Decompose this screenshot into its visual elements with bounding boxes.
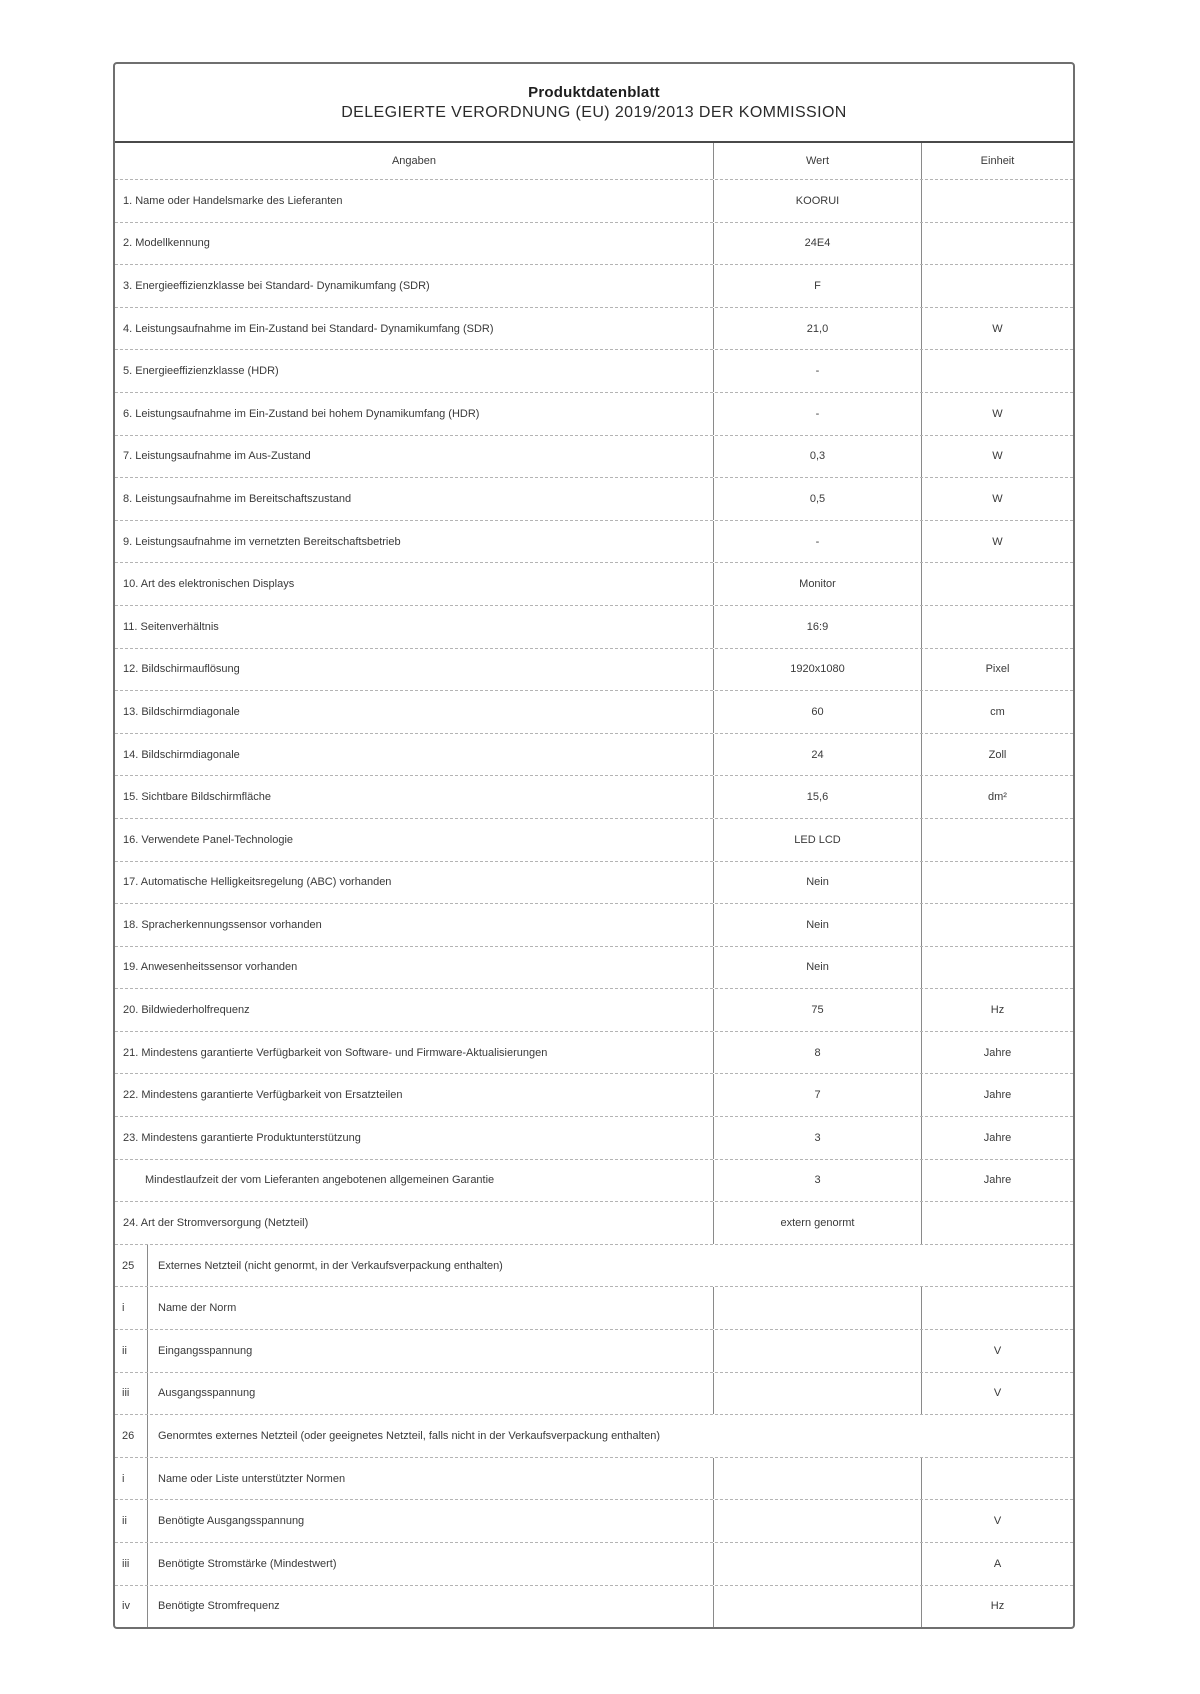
- row-unit: W: [921, 393, 1073, 435]
- table-row: [115, 690, 1073, 733]
- row-value: 7: [713, 1074, 921, 1116]
- row-value: [713, 1330, 921, 1372]
- row-value: 24E4: [713, 223, 921, 265]
- row-label: 17. Automatische Helligkeitsregelung (ABC) vorhanden: [123, 876, 392, 889]
- row-label: Name der Norm: [147, 1287, 713, 1329]
- table-row: [115, 520, 1073, 563]
- row-label: 23. Mindestens garantierte Produktunterstützung: [123, 1131, 361, 1144]
- row-label: 19. Anwesenheitssensor vorhanden: [123, 961, 298, 974]
- row-unit: [921, 180, 1073, 222]
- row-unit: W: [921, 436, 1073, 478]
- row-unit: [921, 947, 1073, 989]
- row-value: 21,0: [713, 308, 921, 350]
- row-label: 7. Leistungsaufnahme im Aus-Zustand: [123, 450, 311, 463]
- table-row: [115, 903, 1073, 946]
- column-header-einheit: Einheit: [921, 143, 1073, 179]
- sub-row: [115, 1542, 1073, 1585]
- row-unit: V: [921, 1500, 1073, 1542]
- row-label: 13. Bildschirmdiagonale: [123, 705, 240, 718]
- table-column-header-row: [115, 143, 1073, 179]
- table-row: [115, 733, 1073, 776]
- row-unit: [921, 1287, 1073, 1329]
- row-label: Benötigte Ausgangsspannung: [147, 1500, 713, 1542]
- row-unit: V: [921, 1373, 1073, 1415]
- row-number: 26: [122, 1430, 135, 1443]
- table-row: [115, 861, 1073, 904]
- row-value: Nein: [713, 904, 921, 946]
- section-header-row: [115, 1244, 1073, 1287]
- row-value: 8: [713, 1032, 921, 1074]
- table-row: [115, 1073, 1073, 1116]
- table-row: [115, 988, 1073, 1031]
- row-value: 3: [713, 1160, 921, 1202]
- row-unit: V: [921, 1330, 1073, 1372]
- row-value: 75: [713, 989, 921, 1031]
- row-value: [713, 1586, 921, 1628]
- row-number: iii: [122, 1557, 130, 1570]
- row-label: 8. Leistungsaufnahme im Bereitschaftszustand: [123, 492, 352, 505]
- row-unit: Jahre: [921, 1117, 1073, 1159]
- table-row: [115, 179, 1073, 222]
- table-row: [115, 349, 1073, 392]
- row-unit: dm²: [921, 776, 1073, 818]
- row-unit: Pixel: [921, 649, 1073, 691]
- table-row: [115, 1116, 1073, 1159]
- row-value: -: [713, 350, 921, 392]
- row-unit: cm: [921, 691, 1073, 733]
- table-row: [115, 435, 1073, 478]
- row-unit: Hz: [921, 989, 1073, 1031]
- row-label: 3. Energieeffizienzklasse bei Standard- Dynamikumfang (SDR): [123, 279, 430, 292]
- row-value: [713, 1287, 921, 1329]
- product-datasheet: [113, 62, 1075, 1629]
- row-value: Nein: [713, 947, 921, 989]
- row-number: iii: [122, 1387, 130, 1400]
- row-value: Monitor: [713, 563, 921, 605]
- row-label: 4. Leistungsaufnahme im Ein-Zustand bei Standard- Dynamikumfang (SDR): [123, 322, 494, 335]
- row-value: LED LCD: [713, 819, 921, 861]
- row-value: [713, 1543, 921, 1585]
- row-number: iv: [122, 1600, 130, 1613]
- table-row: [115, 1201, 1073, 1244]
- row-unit: [921, 1202, 1073, 1244]
- row-unit: W: [921, 521, 1073, 563]
- sub-row: [115, 1499, 1073, 1542]
- row-label: Eingangsspannung: [147, 1330, 713, 1372]
- section-header-row: [115, 1414, 1073, 1457]
- row-label: Externes Netzteil (nicht genormt, in der Verkaufsverpackung enthalten): [147, 1245, 1073, 1287]
- row-value: 15,6: [713, 776, 921, 818]
- page-title: Produktdatenblatt: [528, 83, 660, 101]
- row-value: 0,5: [713, 478, 921, 520]
- row-unit: [921, 350, 1073, 392]
- table-row: [115, 946, 1073, 989]
- row-value: 24: [713, 734, 921, 776]
- table-row: [115, 307, 1073, 350]
- row-value: F: [713, 265, 921, 307]
- row-label: 5. Energieeffizienzklasse (HDR): [123, 365, 279, 378]
- row-unit: [921, 265, 1073, 307]
- row-label: 1. Name oder Handelsmarke des Lieferanten: [123, 194, 343, 207]
- sub-row: [115, 1457, 1073, 1500]
- row-label: 21. Mindestens garantierte Verfügbarkeit von Software- und Firmware-Aktualisierungen: [123, 1046, 548, 1059]
- table-row: [115, 222, 1073, 265]
- row-label: Benötigte Stromstärke (Mindestwert): [147, 1543, 713, 1585]
- row-label: 14. Bildschirmdiagonale: [123, 748, 240, 761]
- row-number: i: [122, 1302, 125, 1315]
- row-label: 22. Mindestens garantierte Verfügbarkeit von Ersatzteilen: [123, 1089, 403, 1102]
- row-value: -: [713, 393, 921, 435]
- sub-row: [115, 1286, 1073, 1329]
- column-header-wert: Wert: [713, 143, 921, 179]
- table-row: [115, 1031, 1073, 1074]
- table-body: [115, 179, 1073, 1627]
- row-number: ii: [122, 1344, 127, 1357]
- column-header-angaben: Angaben: [391, 155, 437, 167]
- row-value: KOORUI: [713, 180, 921, 222]
- row-unit: W: [921, 308, 1073, 350]
- row-label: 15. Sichtbare Bildschirmfläche: [123, 791, 271, 804]
- row-label: 18. Spracherkennungssensor vorhanden: [123, 918, 322, 931]
- row-label: 20. Bildwiederholfrequenz: [123, 1004, 250, 1017]
- row-label: 16. Verwendete Panel-Technologie: [123, 833, 294, 846]
- table-row: [115, 648, 1073, 691]
- sub-row: [115, 1585, 1073, 1628]
- row-unit: [921, 606, 1073, 648]
- row-value: 1920x1080: [713, 649, 921, 691]
- table-row: [115, 775, 1073, 818]
- row-label: Benötigte Stromfrequenz: [147, 1586, 713, 1628]
- row-unit: [921, 904, 1073, 946]
- sub-row: [115, 1372, 1073, 1415]
- table-row: [115, 562, 1073, 605]
- row-label: 11. Seitenverhältnis: [123, 620, 219, 633]
- row-unit: Zoll: [921, 734, 1073, 776]
- row-label: Name oder Liste unterstützter Normen: [147, 1458, 713, 1500]
- row-label: Mindestlaufzeit der vom Lieferanten angebotenen allgemeinen Garantie: [145, 1174, 495, 1187]
- row-label: 12. Bildschirmauflösung: [123, 663, 240, 676]
- row-label: Genormtes externes Netzteil (oder geeignetes Netzteil, falls nicht in der Verkaufsverpackung enthalten): [147, 1415, 1073, 1457]
- row-unit: Jahre: [921, 1074, 1073, 1116]
- row-value: extern genormt: [713, 1202, 921, 1244]
- row-value: [713, 1373, 921, 1415]
- row-unit: [921, 862, 1073, 904]
- row-number: 25: [122, 1259, 135, 1272]
- table-row: [115, 392, 1073, 435]
- row-value: [713, 1458, 921, 1500]
- row-unit: A: [921, 1543, 1073, 1585]
- table-row: [115, 605, 1073, 648]
- table-row: [115, 1159, 1073, 1202]
- page-subtitle: DELEGIERTE VERORDNUNG (EU) 2019/2013 DER KOMMISSION: [341, 103, 847, 121]
- datasheet-header: [115, 64, 1073, 143]
- row-value: 60: [713, 691, 921, 733]
- row-label: 10. Art des elektronischen Displays: [123, 578, 295, 591]
- table-row: [115, 264, 1073, 307]
- row-unit: Hz: [921, 1586, 1073, 1628]
- row-unit: [921, 563, 1073, 605]
- row-value: 16:9: [713, 606, 921, 648]
- row-unit: [921, 819, 1073, 861]
- row-label: Ausgangsspannung: [147, 1373, 713, 1415]
- row-label: 2. Modellkennung: [123, 237, 210, 250]
- row-unit: [921, 1458, 1073, 1500]
- row-value: 3: [713, 1117, 921, 1159]
- row-label: 9. Leistungsaufnahme im vernetzten Bereitschaftsbetrieb: [123, 535, 401, 548]
- row-value: -: [713, 521, 921, 563]
- row-unit: W: [921, 478, 1073, 520]
- row-value: 0,3: [713, 436, 921, 478]
- row-label: 24. Art der Stromversorgung (Netzteil): [123, 1217, 309, 1230]
- row-unit: Jahre: [921, 1160, 1073, 1202]
- table-row: [115, 477, 1073, 520]
- row-number: ii: [122, 1515, 127, 1528]
- row-value: [713, 1500, 921, 1542]
- sub-row: [115, 1329, 1073, 1372]
- row-value: Nein: [713, 862, 921, 904]
- row-label: 6. Leistungsaufnahme im Ein-Zustand bei hohem Dynamikumfang (HDR): [123, 407, 480, 420]
- row-number: i: [122, 1472, 125, 1485]
- table-row: [115, 818, 1073, 861]
- row-unit: [921, 223, 1073, 265]
- row-unit: Jahre: [921, 1032, 1073, 1074]
